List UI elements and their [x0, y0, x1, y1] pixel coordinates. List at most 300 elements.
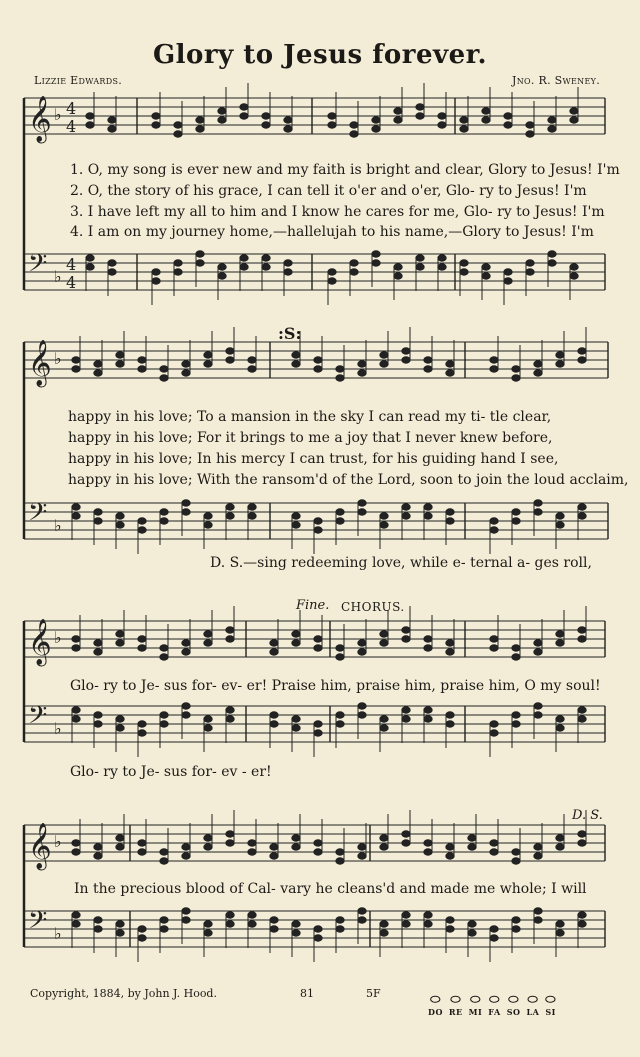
treble-note-head — [226, 840, 234, 846]
bass-note-head — [94, 926, 102, 932]
bass-note-head — [394, 264, 402, 270]
treble-note-head — [358, 361, 366, 367]
treble-note-head — [336, 654, 344, 660]
bass-clef-icon: 𝄢 — [28, 906, 48, 941]
treble-note-head — [504, 122, 512, 128]
bass-clef-icon: 𝄢 — [28, 249, 48, 284]
bass-note-head — [534, 509, 542, 515]
bass-note-head — [402, 504, 410, 510]
bass-note-head — [182, 500, 190, 506]
bass-note-head — [534, 712, 542, 718]
bass-note-head — [380, 725, 388, 731]
treble-note-head — [314, 366, 322, 372]
bass-note-head — [578, 921, 586, 927]
treble-note-head — [204, 640, 212, 646]
treble-note-head — [270, 640, 278, 646]
bass-note-head — [314, 721, 322, 727]
bass-note-head — [226, 504, 234, 510]
bass-note-head — [402, 912, 410, 918]
bass-note-head — [490, 935, 498, 941]
treble-note-head — [556, 844, 564, 850]
bass-note-head — [512, 518, 520, 524]
bass-note-head — [182, 703, 190, 709]
solfa-la: ⬭ LA — [526, 992, 540, 1017]
bass-note-head — [570, 264, 578, 270]
solfa-si: ⬭ SI — [545, 992, 557, 1017]
treble-note-head — [394, 117, 402, 123]
solfa-mi: ⬭ MI — [468, 992, 483, 1017]
treble-clef-icon: 𝄞 — [28, 823, 52, 869]
treble-note-head — [512, 366, 520, 372]
bass-note-head — [438, 255, 446, 261]
treble-note-head — [94, 649, 102, 655]
bass-note-head — [72, 716, 80, 722]
shape-note-icon: ⬭ — [470, 992, 481, 1006]
bass-note-head — [490, 721, 498, 727]
bass-note-head — [358, 712, 366, 718]
treble-note-head — [94, 640, 102, 646]
treble-note-head — [556, 835, 564, 841]
treble-note-head — [578, 348, 586, 354]
bass-note-head — [72, 707, 80, 713]
bass-note-head — [270, 721, 278, 727]
bass-note-head — [578, 716, 586, 722]
treble-note-head — [218, 117, 226, 123]
bass-note-head — [182, 712, 190, 718]
treble-note-head — [490, 840, 498, 846]
bass-note-head — [248, 912, 256, 918]
bass-note-head — [446, 721, 454, 727]
treble-note-head — [218, 108, 226, 114]
bass-note-head — [174, 260, 182, 266]
treble-note-head — [204, 361, 212, 367]
treble-note-head — [424, 840, 432, 846]
bass-note-head — [270, 917, 278, 923]
ds-marking: D. S. — [572, 808, 603, 823]
ds-lyric-line: D. S.—sing redeeming love, while e- ternal a- ges roll, — [210, 555, 592, 571]
bass-note-head — [270, 926, 278, 932]
treble-note-head — [424, 366, 432, 372]
bass-note-head — [108, 260, 116, 266]
bass-note-head — [578, 707, 586, 713]
treble-note-head — [152, 113, 160, 119]
bass-note-head — [350, 260, 358, 266]
bass-note-head — [416, 255, 424, 261]
bass-note-head — [336, 926, 344, 932]
treble-note-head — [292, 352, 300, 358]
bass-note-head — [446, 518, 454, 524]
treble-note-head — [138, 636, 146, 642]
bass-note-head — [534, 500, 542, 506]
bass-note-head — [116, 522, 124, 528]
flat-key-signature-icon: ♭ — [54, 719, 62, 738]
treble-note-head — [424, 357, 432, 363]
treble-note-head — [350, 131, 358, 137]
bass-note-head — [402, 921, 410, 927]
treble-note-head — [116, 631, 124, 637]
treble-note-head — [328, 122, 336, 128]
treble-note-head — [358, 853, 366, 859]
bass-note-head — [72, 504, 80, 510]
page-number: 81 — [300, 987, 314, 1000]
bass-note-head — [108, 269, 116, 275]
treble-clef-icon: 𝄞 — [28, 96, 52, 142]
time-signature-bottom: 4 — [66, 273, 77, 292]
treble-note-head — [138, 840, 146, 846]
treble-note-head — [512, 375, 520, 381]
shape-note-icon: ⬭ — [450, 992, 462, 1006]
flat-key-signature-icon: ♭ — [54, 349, 62, 368]
treble-note-head — [226, 357, 234, 363]
treble-note-head — [284, 126, 292, 132]
bass-note-head — [482, 264, 490, 270]
time-signature-bottom: 4 — [66, 117, 77, 136]
bass-note-head — [578, 504, 586, 510]
treble-note-head — [116, 352, 124, 358]
treble-note-head — [372, 126, 380, 132]
hymn-code: 5F — [366, 987, 381, 1000]
treble-note-head — [548, 117, 556, 123]
verse-4-line-2: happy in his love; With the ransom'd of the Lord, soon to join the loud acclaim, — [68, 472, 629, 488]
treble-note-head — [402, 627, 410, 633]
treble-note-head — [94, 370, 102, 376]
bass-note-head — [358, 703, 366, 709]
bass-note-head — [292, 716, 300, 722]
treble-note-head — [270, 853, 278, 859]
bass-note-head — [72, 513, 80, 519]
copyright-notice: Copyright, 1884, by John J. Hood. — [30, 987, 217, 1000]
treble-note-head — [534, 640, 542, 646]
verse-2-line-1: 2. O, the story of his grace, I can tell it o'er and o'er, Glo- ry to Jesus! I'm — [70, 183, 587, 199]
treble-note-head — [446, 853, 454, 859]
bass-note-head — [182, 509, 190, 515]
shape-note-icon: ⬭ — [508, 992, 519, 1006]
solfa-so: ⬭ SO — [506, 992, 521, 1017]
treble-note-head — [248, 366, 256, 372]
bass-note-head — [380, 921, 388, 927]
treble-note-head — [446, 361, 454, 367]
treble-note-head — [358, 649, 366, 655]
bass-note-head — [424, 504, 432, 510]
treble-note-head — [380, 361, 388, 367]
bass-note-head — [314, 730, 322, 736]
treble-note-head — [438, 113, 446, 119]
treble-note-head — [262, 113, 270, 119]
bass-note-head — [402, 707, 410, 713]
bass-note-head — [358, 500, 366, 506]
treble-note-head — [72, 849, 80, 855]
bass-note-head — [424, 513, 432, 519]
hymn-title: Glory to Jesus forever. — [152, 40, 488, 70]
treble-note-head — [72, 357, 80, 363]
treble-note-head — [314, 636, 322, 642]
treble-note-head — [512, 858, 520, 864]
treble-note-head — [270, 649, 278, 655]
treble-note-head — [72, 636, 80, 642]
treble-note-head — [160, 849, 168, 855]
treble-note-head — [438, 122, 446, 128]
treble-note-head — [328, 113, 336, 119]
bass-note-head — [248, 921, 256, 927]
treble-note-head — [336, 858, 344, 864]
chorus-treble-lyric: Glo- ry to Je- sus for- ev- er! Praise him, praise him, praise him, O my soul! — [70, 678, 601, 694]
bass-note-head — [152, 278, 160, 284]
treble-note-head — [380, 631, 388, 637]
chorus-bass-lyric: Glo- ry to Je- sus for- ev - er! — [70, 764, 272, 780]
bass-note-head — [262, 264, 270, 270]
bass-note-head — [446, 712, 454, 718]
bass-note-head — [292, 930, 300, 936]
treble-note-head — [578, 840, 586, 846]
bass-note-head — [204, 725, 212, 731]
treble-note-head — [94, 844, 102, 850]
treble-note-head — [416, 113, 424, 119]
treble-note-head — [380, 352, 388, 358]
treble-clef-icon: 𝄞 — [28, 619, 52, 665]
bass-note-head — [372, 251, 380, 257]
solfa-re: ⬭ RE — [448, 992, 463, 1017]
treble-note-head — [160, 375, 168, 381]
verse-2-line-2: happy in his love; For it brings to me a joy that I never knew before, — [68, 430, 553, 446]
bass-note-head — [116, 725, 124, 731]
bass-note-head — [512, 917, 520, 923]
time-signature-top: 4 — [66, 255, 77, 274]
bass-note-head — [424, 707, 432, 713]
treble-note-head — [468, 844, 476, 850]
bass-note-head — [204, 921, 212, 927]
verse-3-line-2: happy in his love; In his mercy I can trust, for his guiding hand I see, — [68, 451, 559, 467]
treble-note-head — [424, 636, 432, 642]
bass-clef-icon: 𝄢 — [28, 701, 48, 736]
treble-note-head — [534, 853, 542, 859]
treble-note-head — [226, 348, 234, 354]
bass-note-head — [556, 921, 564, 927]
bass-note-head — [380, 716, 388, 722]
bass-note-head — [460, 260, 468, 266]
treble-note-head — [534, 844, 542, 850]
treble-note-head — [138, 366, 146, 372]
bass-note-head — [138, 518, 146, 524]
bass-note-head — [116, 513, 124, 519]
bass-note-head — [380, 513, 388, 519]
treble-note-head — [358, 844, 366, 850]
bass-note-head — [336, 518, 344, 524]
bass-clef-icon: 𝄢 — [28, 498, 48, 533]
treble-note-head — [72, 645, 80, 651]
bass-note-head — [482, 273, 490, 279]
treble-note-head — [138, 645, 146, 651]
treble-note-head — [402, 831, 410, 837]
treble-note-head — [548, 126, 556, 132]
bass-note-head — [556, 513, 564, 519]
bass-note-head — [204, 522, 212, 528]
treble-note-head — [314, 645, 322, 651]
treble-note-head — [578, 636, 586, 642]
treble-note-head — [416, 104, 424, 110]
bass-note-head — [116, 930, 124, 936]
treble-note-head — [512, 849, 520, 855]
treble-note-head — [182, 370, 190, 376]
bass-note-head — [94, 509, 102, 515]
bass-note-head — [578, 513, 586, 519]
treble-clef-icon: 𝄞 — [28, 340, 52, 386]
treble-note-head — [490, 849, 498, 855]
bass-note-head — [490, 527, 498, 533]
flat-key-signature-icon: ♭ — [54, 516, 62, 535]
treble-note-head — [556, 361, 564, 367]
bass-note-head — [358, 908, 366, 914]
bass-note-head — [160, 917, 168, 923]
treble-note-head — [152, 122, 160, 128]
bass-note-head — [534, 908, 542, 914]
treble-note-head — [174, 131, 182, 137]
treble-note-head — [534, 649, 542, 655]
bass-note-head — [138, 730, 146, 736]
treble-note-head — [292, 631, 300, 637]
bass-note-head — [490, 518, 498, 524]
bass-note-head — [138, 935, 146, 941]
treble-note-head — [570, 117, 578, 123]
treble-note-head — [460, 117, 468, 123]
bass-note-head — [336, 509, 344, 515]
treble-note-head — [380, 844, 388, 850]
bass-note-head — [292, 522, 300, 528]
bass-note-head — [226, 513, 234, 519]
treble-note-head — [336, 375, 344, 381]
bass-note-head — [526, 269, 534, 275]
treble-note-head — [446, 370, 454, 376]
flat-key-signature-icon: ♭ — [54, 628, 62, 647]
bass-note-head — [460, 269, 468, 275]
treble-note-head — [204, 835, 212, 841]
treble-note-head — [116, 361, 124, 367]
treble-note-head — [380, 640, 388, 646]
bass-note-head — [226, 912, 234, 918]
treble-note-head — [402, 357, 410, 363]
lyricist-credit: Lizzie Edwards. — [34, 74, 123, 87]
treble-note-head — [182, 640, 190, 646]
bass-note-head — [556, 725, 564, 731]
bass-note-head — [138, 527, 146, 533]
treble-note-head — [86, 113, 94, 119]
bass-note-head — [424, 921, 432, 927]
treble-note-head — [394, 108, 402, 114]
bass-note-head — [336, 917, 344, 923]
treble-note-head — [314, 840, 322, 846]
bass-note-head — [446, 926, 454, 932]
treble-note-head — [262, 122, 270, 128]
bass-note-head — [380, 522, 388, 528]
treble-note-head — [108, 117, 116, 123]
bass-note-head — [160, 926, 168, 932]
bass-note-head — [204, 716, 212, 722]
bass-note-head — [424, 912, 432, 918]
treble-note-head — [578, 357, 586, 363]
treble-note-head — [526, 122, 534, 128]
bass-note-head — [72, 912, 80, 918]
treble-note-head — [196, 126, 204, 132]
treble-note-head — [556, 640, 564, 646]
treble-note-head — [402, 840, 410, 846]
treble-note-head — [248, 357, 256, 363]
bass-note-head — [328, 278, 336, 284]
treble-note-head — [380, 835, 388, 841]
bass-note-head — [138, 926, 146, 932]
treble-note-head — [72, 366, 80, 372]
treble-note-head — [512, 645, 520, 651]
fine-marking: Fine. — [296, 598, 330, 613]
treble-note-head — [336, 366, 344, 372]
treble-note-head — [314, 357, 322, 363]
treble-note-head — [556, 352, 564, 358]
treble-note-head — [72, 840, 80, 846]
treble-note-head — [284, 117, 292, 123]
treble-note-head — [570, 108, 578, 114]
treble-note-head — [160, 654, 168, 660]
treble-note-head — [204, 352, 212, 358]
bass-note-head — [490, 926, 498, 932]
bass-note-head — [372, 260, 380, 266]
bass-note-head — [160, 518, 168, 524]
treble-note-head — [182, 844, 190, 850]
bass-note-head — [556, 716, 564, 722]
treble-note-head — [86, 122, 94, 128]
bass-note-head — [446, 917, 454, 923]
verse-1-line-2: happy in his love; To a mansion in the sky I can read my ti- tle clear, — [68, 409, 552, 425]
treble-note-head — [292, 640, 300, 646]
solfa-do: ⬭ DO — [428, 992, 443, 1017]
treble-note-head — [578, 627, 586, 633]
bass-note-head — [284, 260, 292, 266]
bass-note-head — [94, 721, 102, 727]
treble-note-head — [138, 357, 146, 363]
treble-note-head — [402, 636, 410, 642]
bass-note-head — [182, 917, 190, 923]
treble-note-head — [490, 366, 498, 372]
treble-note-head — [336, 645, 344, 651]
bass-note-head — [248, 504, 256, 510]
bass-note-head — [490, 730, 498, 736]
bass-note-head — [512, 509, 520, 515]
treble-note-head — [446, 844, 454, 850]
bass-note-head — [174, 269, 182, 275]
bass-note-head — [116, 716, 124, 722]
solfa-fa: ⬭ FA — [488, 992, 501, 1017]
bass-note-head — [182, 908, 190, 914]
treble-note-head — [372, 117, 380, 123]
bass-note-head — [262, 255, 270, 261]
shape-note-icon: ⬭ — [527, 992, 539, 1006]
bass-note-head — [526, 260, 534, 266]
bass-note-head — [160, 509, 168, 515]
bass-note-head — [512, 926, 520, 932]
treble-note-head — [226, 627, 234, 633]
composer-credit: Jno. R. Sweney. — [512, 74, 600, 87]
bass-note-head — [248, 513, 256, 519]
treble-note-head — [446, 649, 454, 655]
flat-key-signature-icon: ♭ — [54, 267, 62, 286]
bass-note-head — [402, 513, 410, 519]
time-signature-top: 4 — [66, 99, 77, 118]
bass-note-head — [226, 716, 234, 722]
bass-note-head — [402, 716, 410, 722]
treble-note-head — [482, 117, 490, 123]
bass-note-head — [226, 707, 234, 713]
treble-note-head — [116, 835, 124, 841]
treble-note-head — [490, 357, 498, 363]
treble-note-head — [358, 370, 366, 376]
system-4-lyric: In the precious blood of Cal- vary he cleans'd and made me whole; I will — [74, 881, 587, 897]
